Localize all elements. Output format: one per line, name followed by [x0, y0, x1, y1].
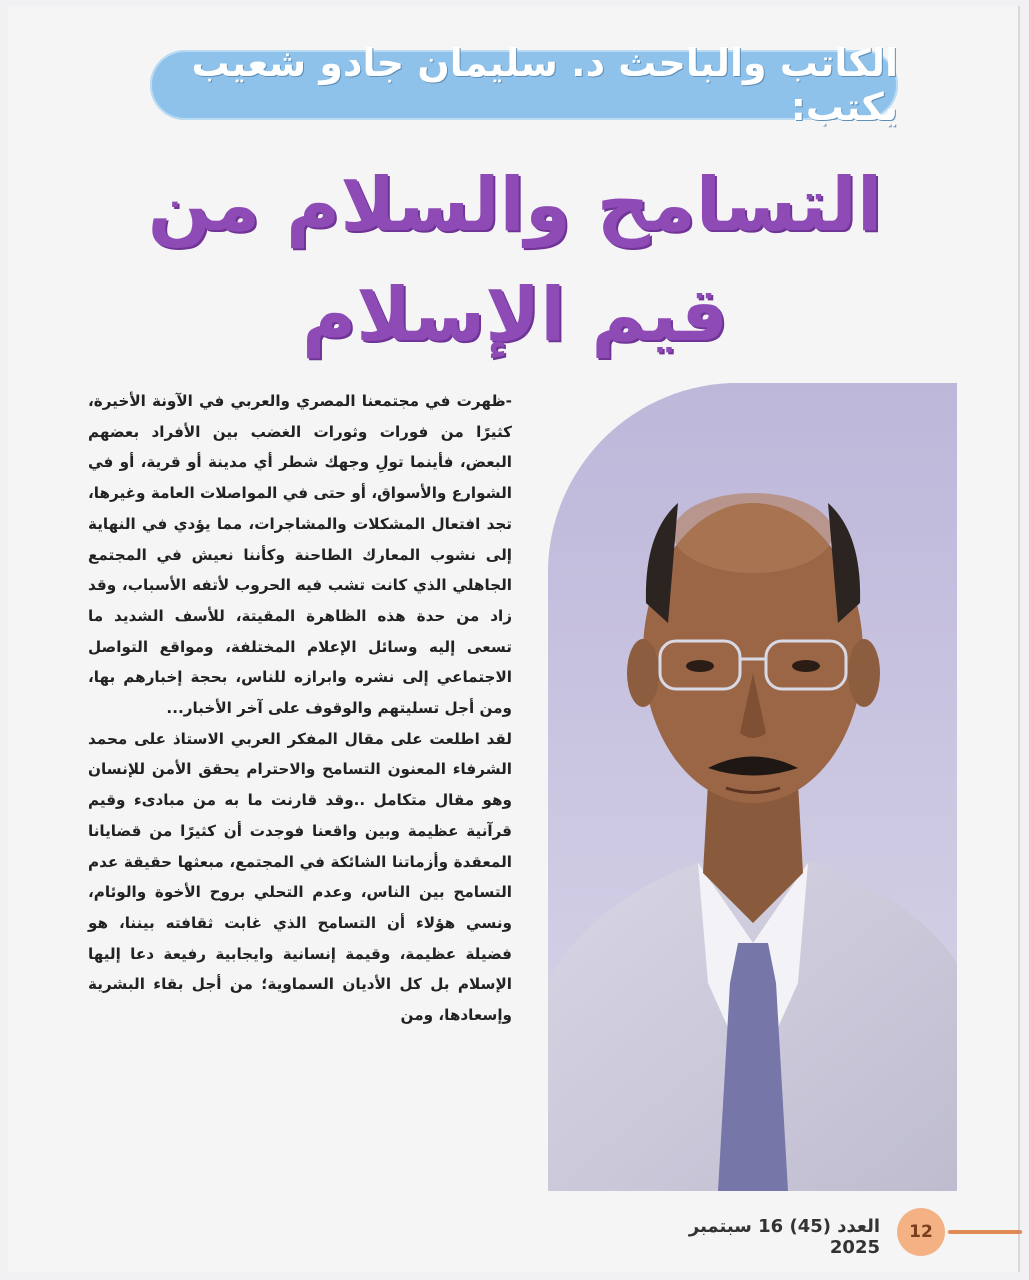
author-photo [548, 383, 957, 1191]
byline-banner [150, 41, 898, 129]
article-body [88, 386, 512, 1031]
author-byline: الكاتب والباحث د. سليمان جادو شعيب يكتب: [191, 41, 898, 129]
article-paragraph-2: لقد اطلعت على مقال المفكر العربي الاستاذ على محمد الشرفاء المعنون التسامح والاحترام يحقق الأمن للإنسان وهو مقال متكامل ..وقد قارنت ما به من مبادىء وقيم قرآنية عظيمة وبين واقعنا فوجدت أن كثيرًا من قضايانا المعقدة وأزماتنا الشائكة في المجتمع، مبعثها حقيقة عدم التسامح بين الناس، وعدم التحلي بروح الأخوة والوئام، ونسي هؤلاء أن التسامح الذي غابت ثقافته بيننا، هو فضيلة عظيمة، وقيمة إنسانية وايجابية رفيعة دعا إليها الإسلام بل كل الأديان السماوية؛ من أجل بقاء البشرية وإسعادها، ومن [88, 729, 512, 1025]
author-portrait-illustration [548, 383, 957, 1191]
page-number: 12 [909, 1222, 933, 1242]
article-headline: التسامح والسلام من قيم الإسلام [147, 162, 883, 358]
footer-accent-line [948, 1230, 1022, 1234]
issue-date: العدد (45) 16 سبتمبر 2025 [688, 1216, 880, 1258]
article-paragraph-1: -ظهرت في مجتمعنا المصري والعربي في الآونة الأخيرة، كثيرًا من فورات وثورات الغضب بين الأفراد بعضهم البعض، فأينما تولِ وجهك شطر أي مدينة أو قرية، أو في الشوارع والأسواق، أو حتى في المواصلات العامة وغيرها، تجد افتعال المشكلات والمشاجرات، مما يؤدي في النهاية إلى نشوب المعارك الطاحنة وكأننا نعيش في المجتمع الجاهلي الذي كانت تشب فيه الحروب لأتفه الأسباب، وقد زاد من حدة هذه الظاهرة المقيتة، للأسف الشديد ما تسعى إليه وسائل الإعلام المختلفة، ومواقع التواصل الاجتماعي إلى نشره وابرازه للناس، بحجة إخبارهم بها، ومن أجل تسليتهم والوقوف على آخر الأخبار... [88, 392, 512, 718]
page-number-badge [897, 1208, 945, 1256]
